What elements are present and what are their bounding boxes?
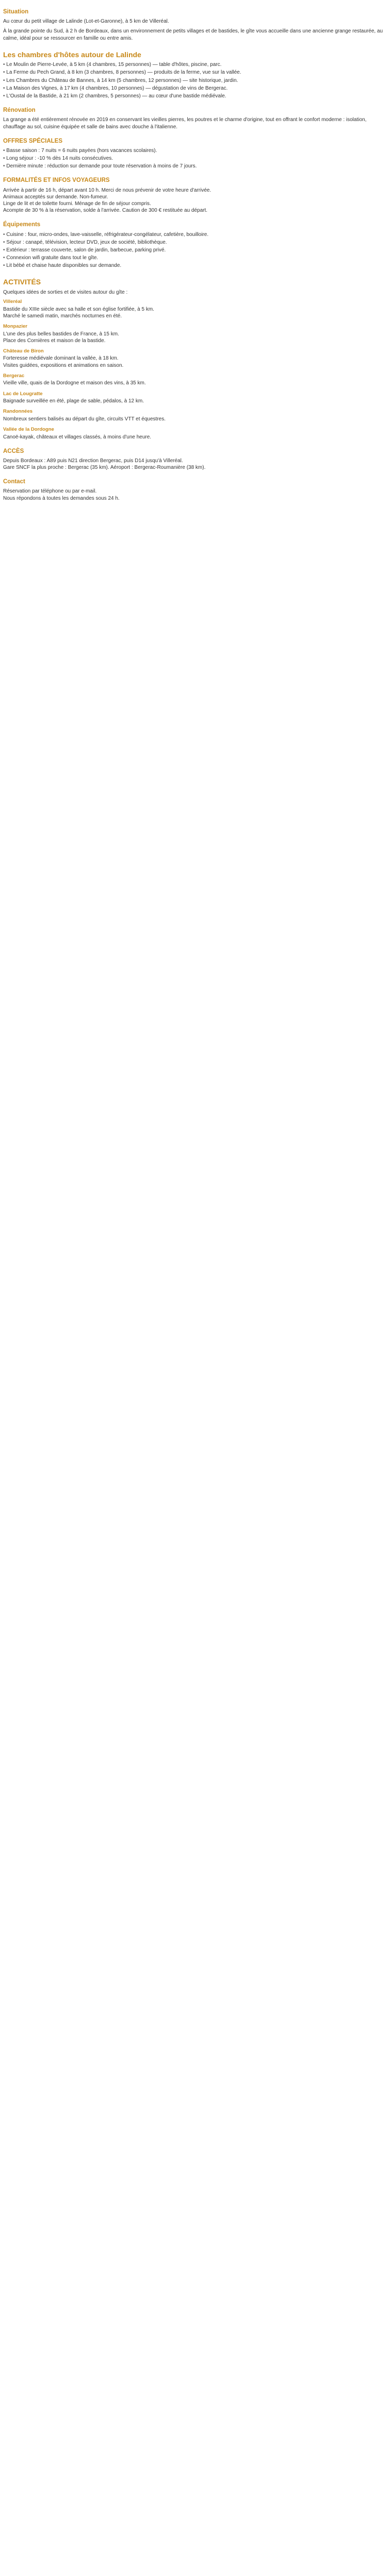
activity-title: Château de Biron — [3, 348, 44, 354]
access-line: Gare SNCF la plus proche : Bergerac (35 km). Aéroport : Bergerac-Roumanière (38 km). — [3, 465, 206, 471]
nearby-item: • La Ferme du Pech Grand, à 8 km (3 chambres, 8 personnes) — produits de la ferme, vue sur la vallée. — [3, 69, 388, 76]
practical-line: Arrivée à partir de 16 h, départ avant 10 h. Merci de nous prévenir de votre heure d'arrivée. — [3, 187, 211, 193]
activity-line: Forteresse médiévale dominant la vallée, à 18 km. — [3, 355, 119, 362]
nearby-item: • L'Oustal de la Bastide, à 21 km (2 chambres, 5 personnes) — au cœur d'une bastide médiévale. — [3, 93, 388, 99]
activity-title: Villeréal — [3, 299, 22, 305]
practical-line: Animaux acceptés sur demande. Non-fumeur. — [3, 194, 108, 200]
activity-title: Randonnées — [3, 409, 33, 415]
activity-item — [3, 409, 388, 422]
activity-line: L'une des plus belles bastides de France, à 15 km. — [3, 331, 119, 337]
offers-list — [3, 147, 388, 170]
access-title: ACCÈS — [3, 448, 24, 454]
activities-title: ACTIVITÉS — [3, 278, 41, 286]
contact-title: Contact — [3, 479, 25, 485]
offer-item: • Basse saison : 7 nuits = 6 nuits payées (hors vacances scolaires). — [3, 147, 388, 154]
activity-line: Visites guidées, expositions et animations en saison. — [3, 362, 124, 368]
practical-line: Acompte de 30 % à la réservation, solde à l'arrivée. Caution de 300 € restituée au départ. — [3, 208, 208, 214]
activity-item — [3, 299, 388, 319]
activity-title: Bergerac — [3, 372, 25, 379]
activity-line: Place des Cornières et maison de la bastide. — [3, 337, 106, 344]
activity-line: Nombreux sentiers balisés au départ du gîte, circuits VTT et équestres. — [3, 416, 166, 422]
nearby-item: • Le Moulin de Pierre-Levée, à 5 km (4 chambres, 15 personnes) — table d'hôtes, piscine, parc. — [3, 61, 388, 68]
activity-line: Baignade surveillée en été, plage de sable, pédalos, à 12 km. — [3, 398, 144, 404]
practical-title: FORMALITÉS ET INFOS VOYAGEURS — [3, 177, 110, 184]
practical-line: Linge de lit et de toilette fourni. Ménage de fin de séjour compris. — [3, 200, 151, 207]
facility-item: • Séjour : canapé, télévision, lecteur DVD, jeux de société, bibliothèque. — [3, 239, 388, 246]
activity-line: Canoë-kayak, châteaux et villages classés, à moins d'une heure. — [3, 434, 152, 440]
activity-line: Vieille ville, quais de la Dordogne et maison des vins, à 35 km. — [3, 380, 146, 386]
facility-item: • Extérieur : terrasse couverte, salon de jardin, barbecue, parking privé. — [3, 247, 388, 253]
nearby-title: Les chambres d'hôtes autour de Lalinde — [3, 50, 141, 59]
offer-item: • Long séjour : -10 % dès 14 nuits consécutives. — [3, 155, 388, 162]
facility-item: • Cuisine : four, micro-ondes, lave-vaisselle, réfrigérateur-congélateur, cafetière, bouilloire. — [3, 231, 388, 238]
renovation-text: La grange a été entièrement rénovée en 2019 en conservant les vieilles pierres, les poutres et le charme d'origine, tout en offrant le confort moderne : isolation, chauffage au sol, cuisine équipée et salle de bains avec douche à l'italienne. — [3, 117, 367, 130]
renovation-title: Rénovation — [3, 107, 36, 114]
activity-line: Bastide du XIIIe siècle avec sa halle et son église fortifiée, à 5 km. — [3, 306, 154, 312]
offer-item: • Dernière minute : réduction sur demande pour toute réservation à moins de 7 jours. — [3, 163, 388, 170]
facility-item: • Connexion wifi gratuite dans tout le gîte. — [3, 255, 388, 261]
activity-item — [3, 373, 388, 387]
situation-text: Au cœur du petit village de Lalinde (Lot-et-Garonne), à 5 km de Villeréal. — [3, 19, 169, 25]
nearby-item: • Les Chambres du Château de Bannes, à 14 km (5 chambres, 12 personnes) — site historique, jardin. — [3, 77, 388, 84]
page — [0, 0, 391, 506]
facility-item: • Lit bébé et chaise haute disponibles sur demande. — [3, 262, 388, 269]
activity-title: Lac de Lougratte — [3, 391, 43, 397]
activities-intro: Quelques idées de sorties et de visites autour du gîte : — [3, 289, 128, 295]
activity-title: Vallée de la Dordogne — [3, 426, 54, 432]
situation-title: Situation — [3, 9, 29, 15]
facilities-title: Équipements — [3, 222, 41, 228]
description-text: À la grande pointe du Sud, à 2 h de Bordeaux, dans un environnement de petits villages et de bastides, le gîte vous accueille dans une ancienne grange restaurée, au calme, idéal pour se ressourcer en famille ou entre amis. — [3, 28, 383, 41]
offers-title: OFFRES SPÉCIALES — [3, 138, 63, 144]
contact-line: Réservation par téléphone ou par e-mail. — [3, 488, 97, 495]
nearby-list — [3, 61, 388, 99]
activity-title: Monpazier — [3, 324, 27, 330]
activity-item — [3, 324, 388, 344]
activity-item — [3, 348, 388, 369]
activity-line: Marché le samedi matin, marchés nocturnes en été. — [3, 313, 122, 319]
contact-line: Nous répondons à toutes les demandes sous 24 h. — [3, 495, 120, 501]
activity-item — [3, 391, 388, 405]
activity-item — [3, 427, 388, 440]
nearby-item: • La Maison des Vignes, à 17 km (4 chambres, 10 personnes) — dégustation de vins de Bergerac. — [3, 85, 388, 92]
facilities-list — [3, 231, 388, 269]
access-line: Depuis Bordeaux : A89 puis N21 direction Bergerac, puis D14 jusqu'à Villeréal. — [3, 457, 183, 464]
